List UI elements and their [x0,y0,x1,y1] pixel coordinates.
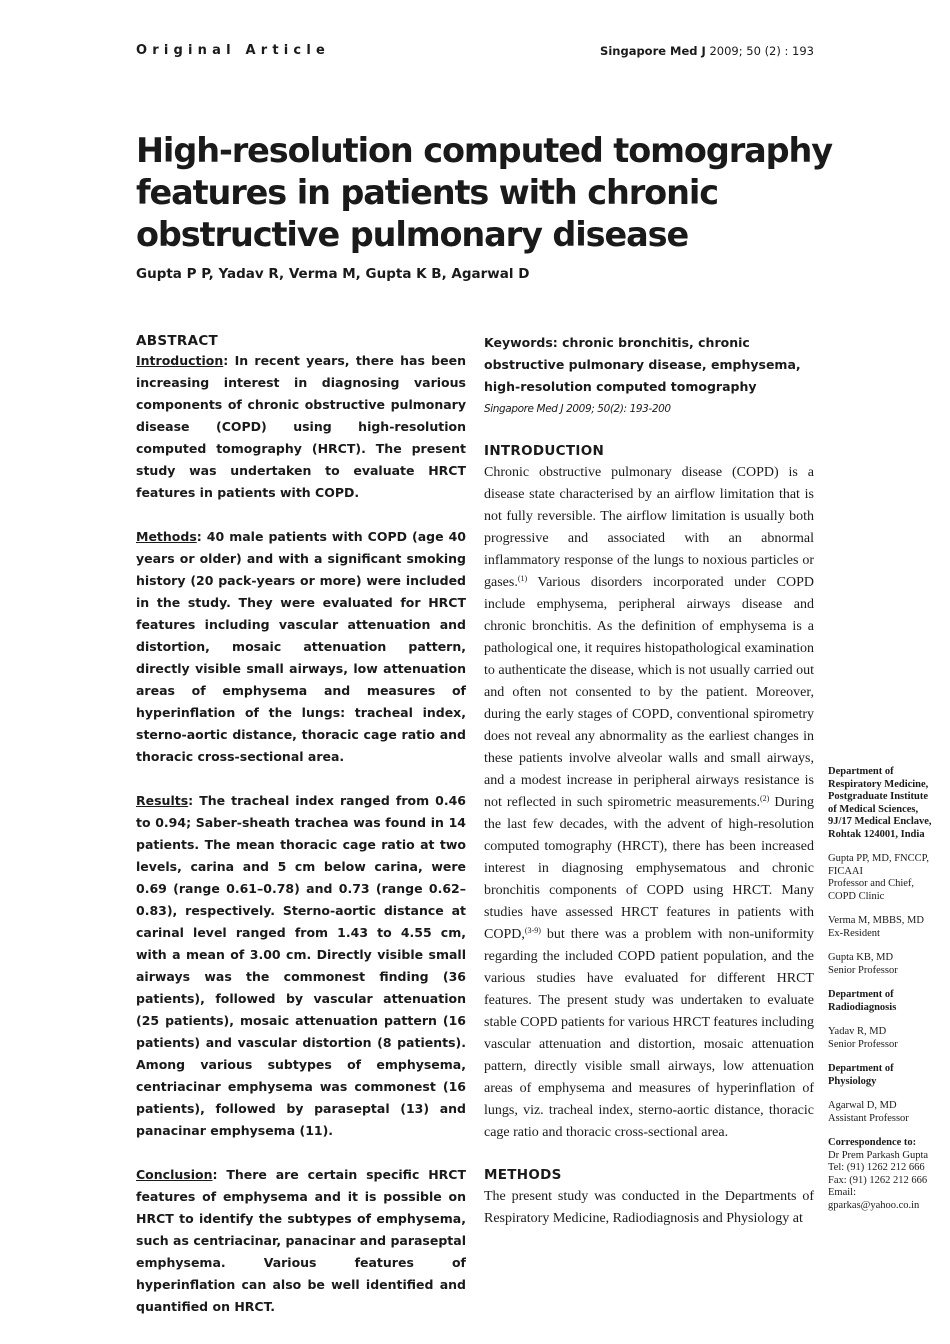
correspondence-fax: Fax: (91) 1262 212 666 [828,1174,928,1186]
abstract-methods-text: : 40 male patients with COPD (age 40 years or older) and with a significant smoking history (20 pack-years or more) were included in the study. They were evaluated for HRCT features including vascular attenuation and distortion, mosaic attenuation pattern, directly visible small airways, low attenuation areas of emphysema and measures of hyperinflation of the lungs: tracheal index, sterno-aortic distance, thoracic cage ratio and thoracic cross-sectional area. [136,529,466,764]
intro-text-3: During the last few decades, with the advent of high-resolution computed tomography (HRCT), there has been increased interest in diagnosing emphysematous and chronic bronchitis components of COPD using HRCT. Many studies have assessed HRCT features in patients with COPD, [484,795,814,942]
author-yadav [828,1026,938,1051]
methods-paragraph: The present study was conducted in the Departments of Respiratory Medicine, Radiodiagnosis and Physiology at [484,1189,814,1226]
journal-reference [600,44,814,58]
keywords: Keywords: chronic bronchitis, chronic obstructive pulmonary disease, emphysema, high-resolution computed tomography [484,335,801,394]
abstract-conclusion-text: : There are certain specific HRCT features of emphysema and it is possible on HRCT to identify the subtypes of emphysema, such as centriacinar, panacinar and paraseptal emphysema. Various features of hyperinflation can also be well identified and quantified on HRCT. [136,1167,466,1314]
correspondence-tel: Tel: (91) 1262 212 666 [828,1162,925,1173]
abstract-introduction-text: : In recent years, there has been increasing interest in diagnosing various components of chronic obstructive pulmonary disease (COPD) using high-resolution computed tomography (HRCT). The present study was undertaken to evaluate HRCT features in patients with COPD. [136,353,466,500]
article-title: High-resolution computed tomography features in patients with chronic obstructive pulmonary disease [136,131,833,254]
correspondence-label: Correspondence to: [828,1137,917,1148]
correspondence [828,1137,938,1212]
running-head [136,43,814,63]
abstract-methods-label: Methods [136,529,197,544]
abstract-results [136,790,466,1142]
abstract-heading: ABSTRACT [136,333,219,349]
author-gupta-pp-title: Professor and Chief, COPD Clinic [828,878,915,902]
correspondence-name: Dr Prem Parkash Gupta [828,1149,929,1161]
abstract-methods [136,526,466,768]
abstract [136,332,466,1318]
introduction-heading: INTRODUCTION [484,443,605,459]
affiliations-sidebar [828,766,938,1224]
abstract-introduction-label: Introduction [136,353,224,368]
section-label: Original Article [136,43,331,58]
main-column [484,332,814,1230]
dept-respiratory-medicine: Department of Respiratory Medicine, Postgraduate Institute of Medical Sciences, 9J/17 Medical Enclave, Rohtak 124001, India [828,766,932,840]
author-verma-title: Ex-Resident [828,927,880,939]
author-gupta-pp [828,853,938,903]
author-agarwal-title: Assistant Professor [828,1112,909,1124]
author-gupta-kb-name: Gupta KB, MD [828,952,894,963]
author-gupta-kb-title: Senior Professor [828,964,898,976]
abstract-introduction [136,350,466,504]
author-verma [828,915,938,940]
reference-2: (2) [759,794,770,803]
author-list: Gupta P P, Yadav R, Verma M, Gupta K B, Agarwal D [136,266,530,282]
journal-issue: 2009; 50 (2) : 193 [709,44,814,58]
journal-name: Singapore Med J [600,44,706,58]
abstract-conclusion [136,1164,466,1318]
author-yadav-title: Senior Professor [828,1038,898,1050]
methods-heading: METHODS [484,1167,562,1183]
dept-radiodiagnosis: Department of Radiodiagnosis [828,989,897,1013]
author-yadav-name: Yadav R, MD [828,1026,887,1037]
reference-3-9: (3-9) [524,926,541,935]
abstract-results-text: : The tracheal index ranged from 0.46 to 0.94; Saber-sheath trachea was found in 14 patients. The mean thoracic cage ratio at two levels, carina and 5 cm below carina, were 0.69 (range 0.61–0.78) and 0.73 (range 0.62–0.83), respectively. Sterno-aortic distance at carinal level ranged from 1.43 to 4.55 cm, with a mean of 3.00 cm. Directly visible small airways was the commonest finding (36 patients), followed by vascular attenuation (25 patients), mosaic attenuation pattern (16 patients) and vascular distortion (8 patients). Among various subtypes of emphysema, centriacinar emphysema was commonest (16 patients), followed by paraseptal (13) and panacinar emphysema (11). [136,793,466,1138]
intro-text-1: Chronic obstructive pulmonary disease (COPD) is a disease state characterised by an airflow limitation that is not fully reversible. The airflow limitation is usually both progressive and associated with an abnormal inflammatory response of the lungs to noxious particles or gases. [484,465,814,590]
author-gupta-kb [828,952,938,977]
author-agarwal [828,1100,938,1125]
author-gupta-pp-name: Gupta PP, MD, FNCCP, FICAAI [828,853,929,877]
abstract-results-label: Results [136,793,189,808]
intro-text-2: Various disorders incorporated under COPD include emphysema, peripheral airways disease and chronic bronchitis. As the definition of emphysema is a pathological one, it requires histopathological examination to authenticate the disease, which is not usually carried out and often not consented to by the patient. Moreover, during the early stages of COPD, conventional spirometry does not reveal any abnormality as the earliest changes in these patients involve alveolar walls and small airways, and a modest increase in peripheral airways resistance is not reflected in such spirometric measurements. [484,575,814,810]
author-verma-name: Verma M, MBBS, MD [828,915,924,926]
author-agarwal-name: Agarwal D, MD [828,1100,897,1111]
introduction-paragraph [484,462,814,1144]
reference-1: (1) [517,574,528,583]
abstract-conclusion-label: Conclusion [136,1167,213,1182]
dept-physiology: Department of Physiology [828,1063,894,1087]
citation: Singapore Med J 2009; 50(2): 193-200 [484,403,671,415]
intro-text-4: but there was a problem with non-uniformity regarding the included COPD patient population, and the various studies have evaluated for different HRCT features. The present study was undertaken to evaluate stable COPD patients for various HRCT features including vascular attenuation and distortion, mosaic attenuation pattern, directly visible small airways, low attenuation areas of emphysema and measures of hyperinflation of lungs, viz. tracheal index, sterno-aortic distance, thoracic cage ratio and thoracic cross-sectional area. [484,927,814,1140]
correspondence-email: Email: gparkas@yahoo.co.in [828,1187,920,1211]
